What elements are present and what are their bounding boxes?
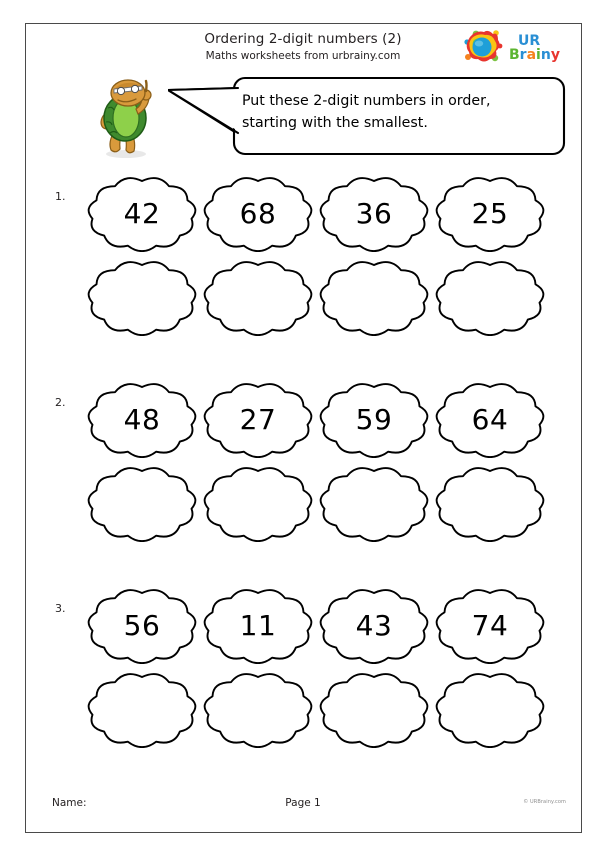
answer-cloud[interactable] <box>317 260 431 336</box>
answer-cloud-value <box>433 672 547 748</box>
svg-text:UR: UR <box>518 33 541 49</box>
number-cloud <box>433 382 547 458</box>
answer-cloud[interactable] <box>433 260 547 336</box>
number-cloud <box>433 176 547 252</box>
answer-cloud-value <box>317 672 431 748</box>
svg-text:Brainy: Brainy <box>509 47 560 63</box>
answer-clouds-row <box>0 260 606 336</box>
number-cloud <box>201 588 315 664</box>
number-cloud <box>317 176 431 252</box>
answer-cloud-value <box>85 260 199 336</box>
answer-cloud-value <box>201 260 315 336</box>
answer-cloud-value <box>85 672 199 748</box>
cloud-number-value: 43 <box>355 608 393 642</box>
answer-cloud[interactable] <box>201 260 315 336</box>
globe-splash-icon <box>464 30 502 61</box>
given-numbers-row <box>0 176 606 252</box>
number-cloud <box>85 176 199 252</box>
number-cloud <box>85 382 199 458</box>
number-cloud <box>317 588 431 664</box>
answer-cloud-value <box>201 466 315 542</box>
cloud-number-value: 56 <box>123 608 161 642</box>
number-cloud <box>201 176 315 252</box>
cloud-number-value: 59 <box>355 402 393 436</box>
answer-cloud[interactable] <box>317 466 431 542</box>
question-number: 2. <box>55 396 66 409</box>
number-cloud <box>201 382 315 458</box>
answer-cloud[interactable] <box>85 672 199 748</box>
number-cloud <box>85 588 199 664</box>
instruction-speech-bubble <box>168 76 568 158</box>
answer-cloud-value <box>85 466 199 542</box>
urbrainy-logo[interactable] <box>462 28 570 68</box>
cloud-number-value: 36 <box>355 196 393 230</box>
answer-cloud[interactable] <box>201 466 315 542</box>
page-number: Page 1 <box>285 797 321 809</box>
name-field-label: Name: <box>52 797 87 809</box>
instruction-line-2: starting with the smallest. <box>242 115 428 131</box>
cloud-number-value: 64 <box>471 402 509 436</box>
answer-cloud-value <box>433 466 547 542</box>
number-cloud <box>433 588 547 664</box>
page-title: Ordering 2-digit numbers (2) <box>204 31 402 47</box>
cloud-number-value: 25 <box>471 196 509 230</box>
answer-cloud-value <box>317 260 431 336</box>
turtle-mascot <box>92 70 174 160</box>
given-numbers-row <box>0 382 606 458</box>
instruction-text <box>242 90 552 134</box>
answer-cloud[interactable] <box>433 466 547 542</box>
copyright-notice: © URBrainy.com <box>523 799 566 805</box>
cloud-number-value: 68 <box>239 196 277 230</box>
cloud-number-value: 11 <box>239 608 277 642</box>
answer-cloud[interactable] <box>317 672 431 748</box>
answer-cloud[interactable] <box>85 466 199 542</box>
number-cloud <box>317 382 431 458</box>
page-subtitle: Maths worksheets from urbrainy.com <box>205 50 401 62</box>
answer-cloud[interactable] <box>85 260 199 336</box>
cloud-number-value: 42 <box>123 196 161 230</box>
given-numbers-row <box>0 588 606 664</box>
question-number: 1. <box>55 190 66 203</box>
cloud-number-value: 48 <box>123 402 161 436</box>
answer-cloud[interactable] <box>201 672 315 748</box>
answer-clouds-row <box>0 672 606 748</box>
logo-wordmark <box>509 33 560 63</box>
answer-cloud-value <box>201 672 315 748</box>
answer-clouds-row <box>0 466 606 542</box>
answer-cloud-value <box>433 260 547 336</box>
cloud-number-value: 74 <box>471 608 509 642</box>
instruction-line-1: Put these 2-digit numbers in order, <box>242 93 491 109</box>
worksheet-footer <box>0 797 606 817</box>
question-number: 3. <box>55 602 66 615</box>
cloud-number-value: 27 <box>239 402 277 436</box>
answer-cloud-value <box>317 466 431 542</box>
answer-cloud[interactable] <box>433 672 547 748</box>
